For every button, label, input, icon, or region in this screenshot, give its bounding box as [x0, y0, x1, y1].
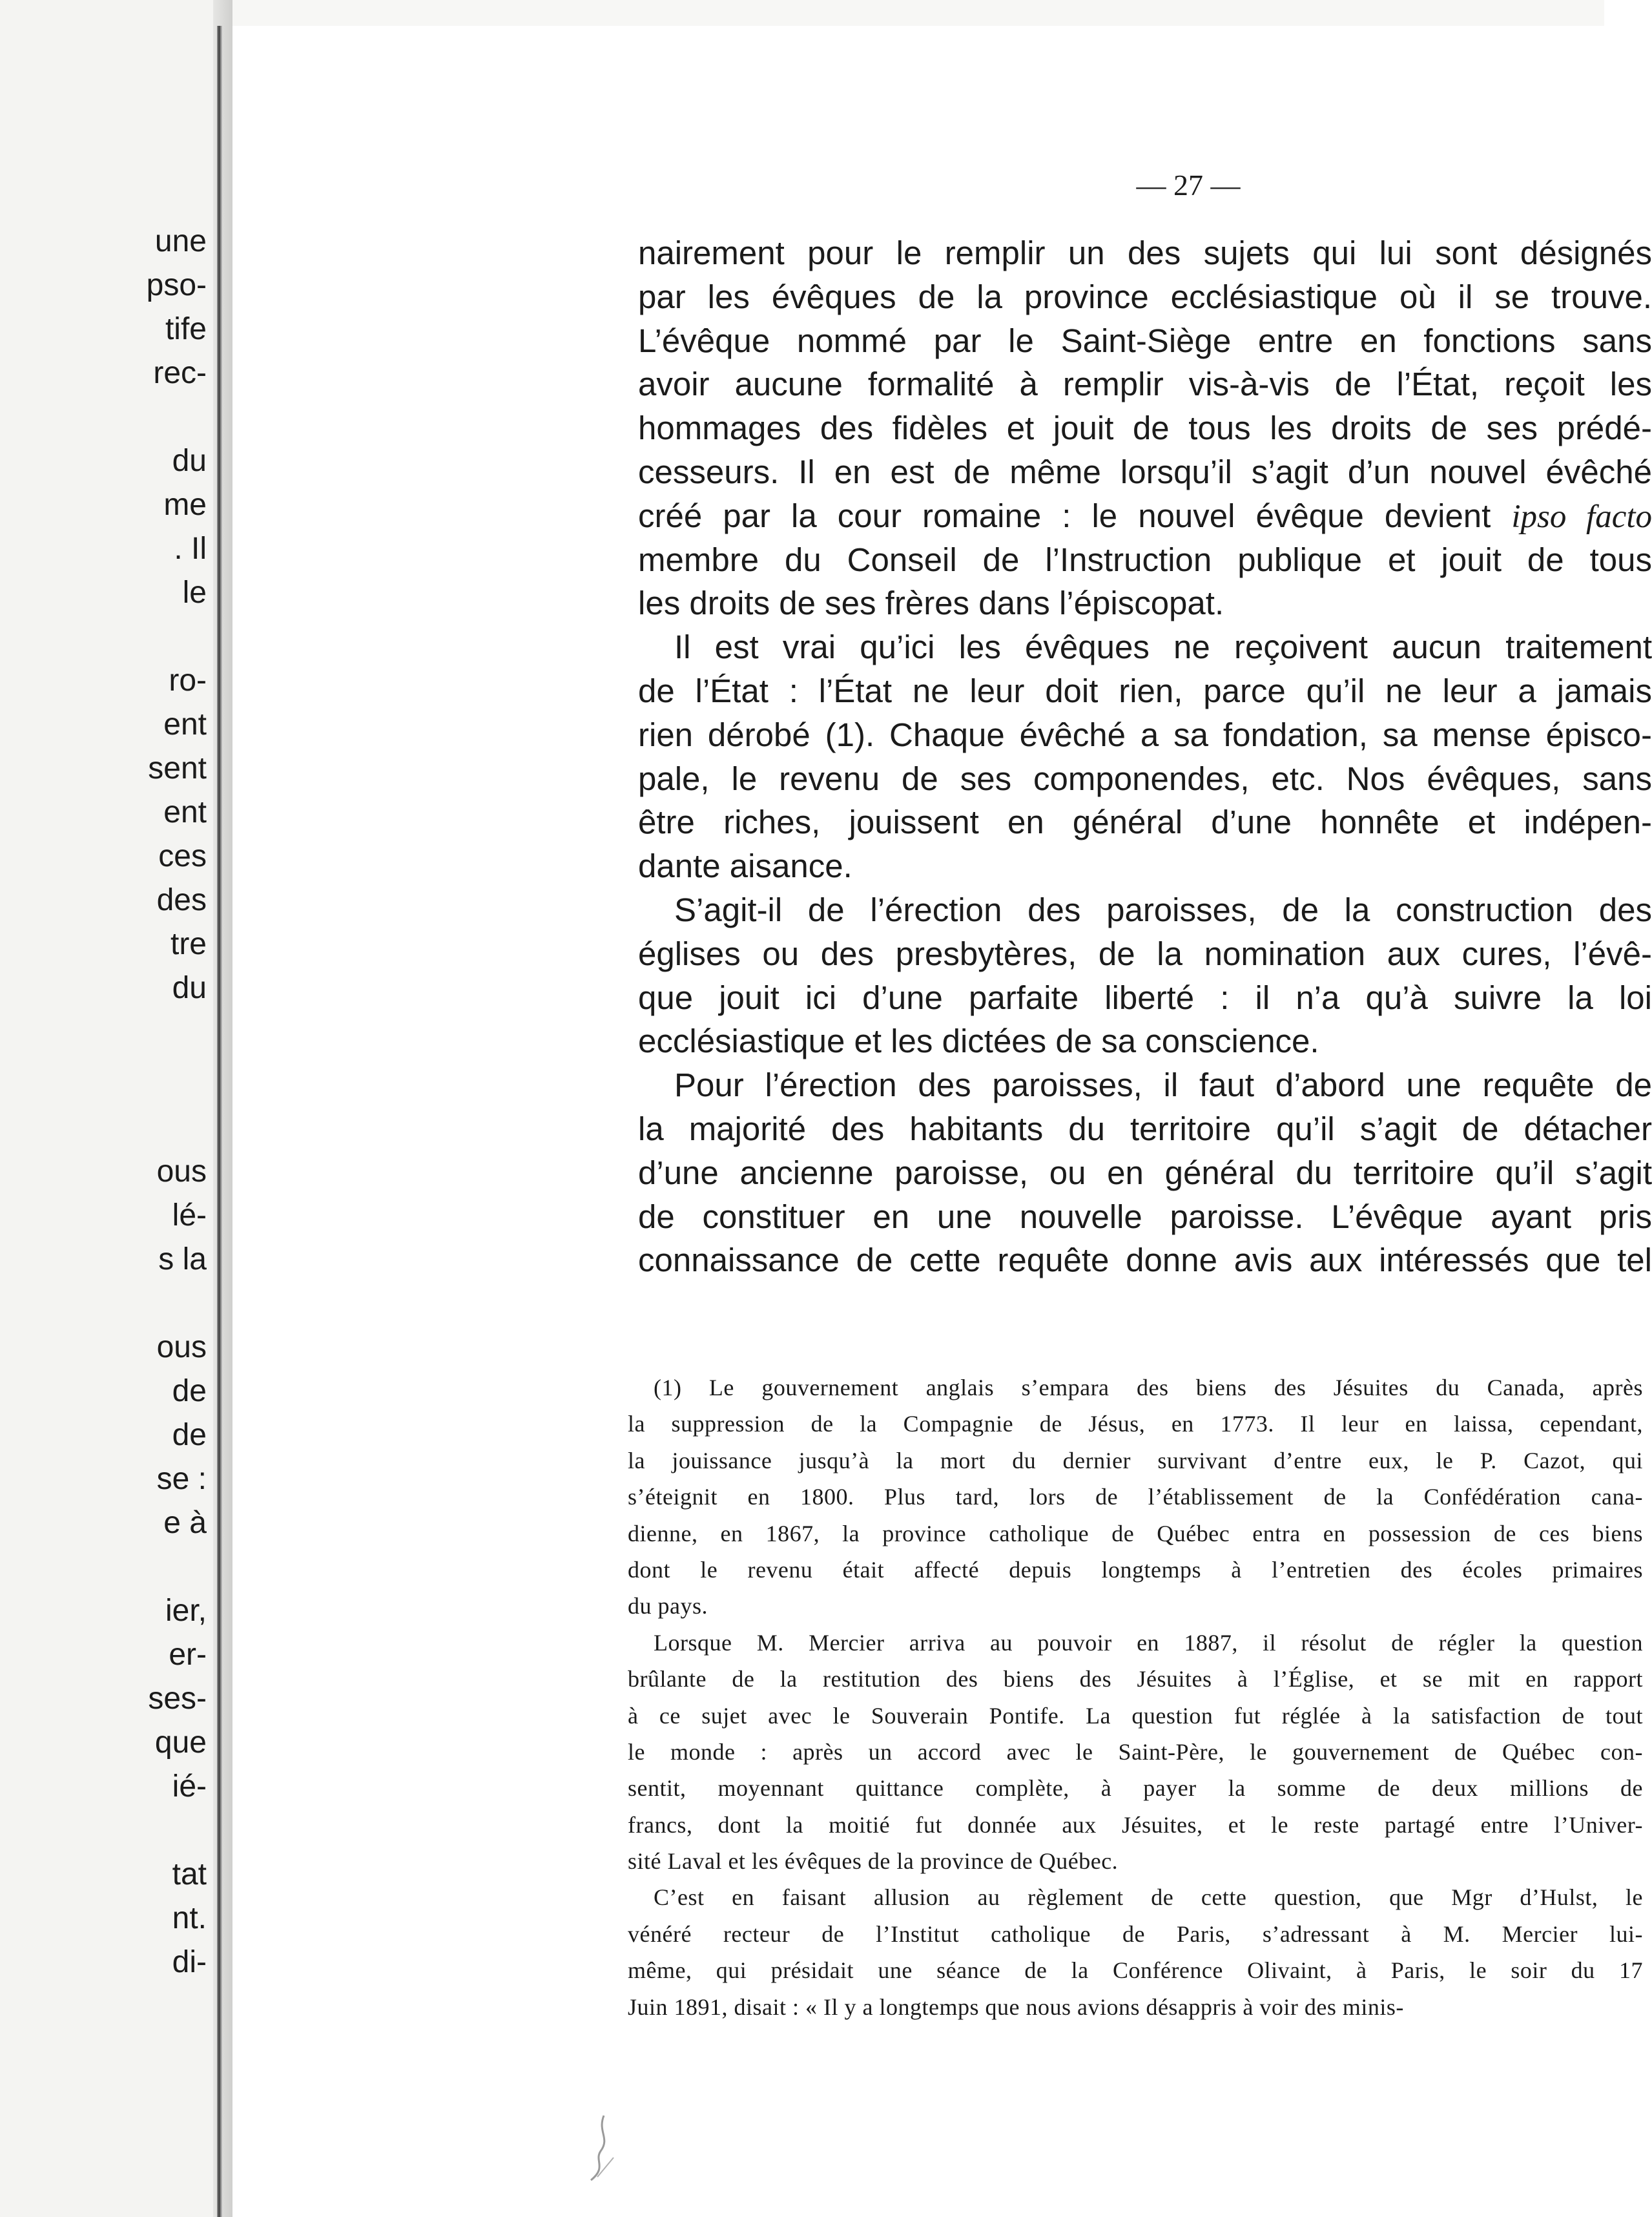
left-page-line: . Il	[174, 532, 207, 566]
left-page-line: de	[172, 1374, 207, 1408]
footnote-line: même, qui présidait une séance de la Conférence Olivaint, à Paris, le soir du 17	[628, 1957, 1643, 1984]
left-page-line: tre	[170, 927, 207, 961]
footnote-line: francs, dont la moitié fut donnée aux Jésuites, et le reste partagé entre l’Univer-	[628, 1811, 1643, 1838]
body-line: L’évêque nommé par le Saint-Siège entre en fonctions sans	[638, 322, 1652, 359]
left-page-line: ces	[158, 839, 207, 873]
left-page-line: ier,	[165, 1594, 207, 1628]
left-page-line: e à	[163, 1506, 207, 1540]
body-text	[638, 231, 1652, 1282]
left-page-line: une	[154, 224, 207, 258]
left-page-line: ié-	[172, 1769, 207, 1804]
footnote-line: dienne, en 1867, la province catholique de Québec entra en possession de ces biens	[628, 1520, 1643, 1546]
left-page-line: pso-	[146, 268, 207, 302]
body-line: Pour l’érection des paroisses, il faut d’abord une requête de	[674, 1067, 1652, 1104]
body-line: ecclésiastique et les dictées de sa conscience.	[638, 1023, 1319, 1060]
footnote-line: la suppression de la Compagnie de Jésus, en 1773. Il leur en laissa, cependant,	[628, 1411, 1643, 1437]
body-line: églises ou des presbytères, de la nomination aux cures, l’évê-	[638, 935, 1652, 972]
body-line: nairement pour le remplir un des sujets qui lui sont désignés	[638, 234, 1652, 271]
footnotes	[628, 1369, 1643, 2025]
body-line: être riches, jouissent en général d’une honnête et indépen-	[638, 804, 1652, 841]
body-line: rien dérobé (1). Chaque évêché a sa fondation, sa mense épisco-	[638, 716, 1652, 753]
footnote-line: Juin 1891, disait : « Il y a longtemps que nous avions désappris à voir des minis-	[628, 1993, 1404, 2020]
left-page-line: sent	[148, 751, 207, 786]
left-page-line: ous	[156, 1154, 207, 1189]
body-line: que jouit ici d’une parfaite liberté : il n’a qu’à suivre la loi	[638, 979, 1652, 1016]
page-number: — 27 —	[1136, 169, 1241, 202]
left-page-line: lé-	[172, 1198, 207, 1233]
body-line: cesseurs. Il en est de même lorsqu’il s’agit d’un nouvel évêché	[638, 453, 1652, 490]
left-page-line: ent	[163, 707, 207, 742]
body-line: connaissance de cette requête donne avis aux intéressés que tel	[638, 1242, 1652, 1279]
left-page-line: du	[172, 971, 207, 1005]
footnote-line: à ce sujet avec le Souverain Pontife. La question fut réglée à la satisfaction de tout	[628, 1702, 1643, 1729]
body-line: membre du Conseil de l’Instruction publique et jouit de tous	[638, 541, 1652, 578]
left-page-line: ses-	[148, 1681, 207, 1716]
footnote-line: la jouissance jusqu’à la mort du dernier survivant d’entre eux, le P. Cazot, qui	[628, 1447, 1643, 1473]
body-line: de l’État : l’État ne leur doit rien, parce qu’il ne leur a jamais	[638, 672, 1652, 709]
footnote-line: le monde : après un accord avec le Saint-Père, le gouvernement de Québec con-	[628, 1738, 1643, 1765]
body-line: pale, le revenu de ses componendes, etc. Nos évêques, sans	[638, 760, 1652, 797]
left-page-line: se :	[156, 1462, 207, 1496]
footnote-line: dont le revenu était affecté depuis longtemps à l’entretien des écoles primaires	[628, 1556, 1643, 1583]
pencil-mark-icon	[584, 2112, 623, 2183]
body-line: de constituer en une nouvelle paroisse. L’évêque ayant pris	[638, 1198, 1652, 1235]
footnote-line: Lorsque M. Mercier arriva au pouvoir en 1887, il résolut de régler la question	[654, 1629, 1643, 1656]
body-line: d’une ancienne paroisse, ou en général du territoire qu’il s’agit	[638, 1154, 1652, 1191]
left-page-line: di-	[172, 1945, 207, 1979]
left-page-line: ous	[156, 1330, 207, 1364]
body-line: avoir aucune formalité à remplir vis-à-vis de l’État, reçoit les	[638, 366, 1652, 403]
body-line: S’agit-il de l’érection des paroisses, de la construction des	[674, 891, 1652, 928]
left-page-line: ro-	[169, 663, 207, 698]
body-line: Il est vrai qu’ici les évêques ne reçoivent aucun traitement	[674, 629, 1652, 666]
footnote-line: du pays.	[628, 1593, 708, 1619]
left-page-line: que	[154, 1725, 207, 1760]
body-line: créé par la cour romaine : le nouvel évêque devient ipso facto	[638, 497, 1652, 535]
body-line: la majorité des habitants du territoire qu’il s’agit de détacher	[638, 1110, 1652, 1147]
footnote-line: sité Laval et les évêques de la province de Québec.	[628, 1848, 1119, 1875]
left-page-line: tife	[165, 312, 207, 346]
left-page-line: du	[172, 444, 207, 478]
body-line: hommages des fidèles et jouit de tous les droits de ses prédé-	[638, 410, 1652, 447]
footnote-line: C’est en faisant allusion au règlement de cette question, que Mgr d’Hulst, le	[654, 1884, 1643, 1911]
italic-phrase: ipso facto	[1511, 498, 1652, 535]
footnote-line: vénéré recteur de l’Institut catholique de Paris, s’adressant à M. Mercier lui-	[628, 1920, 1643, 1947]
body-line: dante aisance.	[638, 848, 852, 885]
right-page	[232, 26, 1652, 2217]
left-page-line: ent	[163, 795, 207, 829]
footnote-line: sentit, moyennant quittance complète, à payer la somme de deux millions de	[628, 1775, 1643, 1802]
body-line: par les évêques de la province ecclésiastique où il se trouve.	[638, 278, 1652, 315]
left-page-line: le	[182, 576, 207, 610]
left-page-line: rec-	[153, 356, 207, 390]
left-page-line: des	[156, 883, 207, 917]
left-page-line: de	[172, 1418, 207, 1452]
book-gutter	[213, 0, 232, 2217]
left-page-fragment	[0, 0, 213, 2217]
left-page-line: tat	[172, 1857, 207, 1891]
body-line: les droits de ses frères dans l’épiscopat.	[638, 585, 1224, 622]
footnote-line: brûlante de la restitution des biens des Jésuites à l’Église, et se mit en rapport	[628, 1666, 1643, 1692]
left-page-line: me	[163, 488, 207, 522]
left-page-line: s la	[158, 1242, 207, 1276]
left-page-line: nt.	[172, 1901, 207, 1935]
page-edge	[217, 26, 222, 2217]
left-page-line: er-	[169, 1638, 207, 1672]
footnote-line: (1) Le gouvernement anglais s’empara des biens des Jésuites du Canada, après	[654, 1375, 1643, 1400]
footnote-line: s’éteignit en 1800. Plus tard, lors de l’établissement de la Confédération cana-	[628, 1484, 1643, 1510]
